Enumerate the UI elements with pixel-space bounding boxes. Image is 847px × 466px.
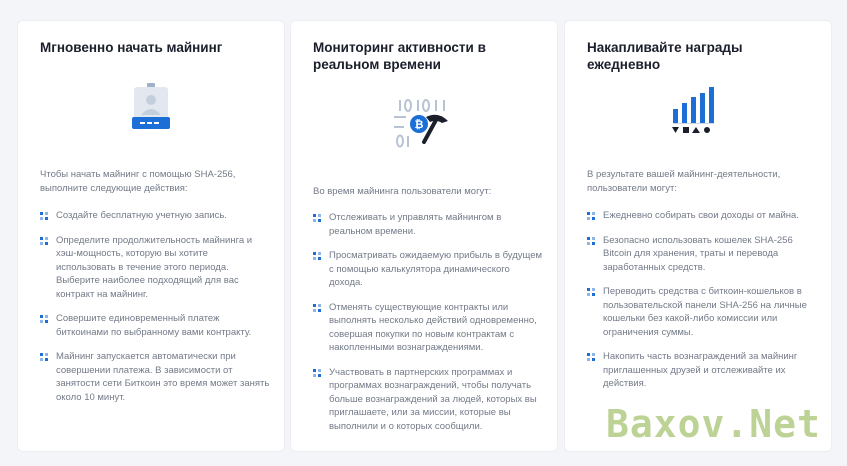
bullet-icon [40,353,48,361]
bullet-icon [587,237,595,245]
bullet-text: Ежедневно собирать свои доходы от майна. [603,210,799,221]
list-item [587,350,817,391]
card-bullet-list [587,209,817,402]
bullet-icon [587,212,595,220]
id-badge-icon [18,83,284,135]
bullet-text: Майнинг запускается автоматически при совершении платежа. В зависимости от занятости сети Биткоин это время может занять около 10 минут. [56,351,270,403]
list-item [587,209,817,223]
bullet-icon [587,353,595,361]
list-item [40,350,270,404]
svg-text:₿: ₿ [414,118,424,131]
card-intro: Во время майнинга пользователи могут: [313,186,492,197]
card-title: Мгновенно начать майнинг [40,40,223,55]
growth-bars-icon [565,85,831,135]
list-item [587,285,817,339]
bullet-text: Отслеживать и управлять майнингом в реальном времени. [329,212,502,237]
bullet-icon [587,288,595,296]
list-item [40,234,270,302]
feature-card-monitoring [290,20,558,452]
bullet-icon [313,214,321,222]
card-bullet-list [313,211,543,444]
bullet-text: Отменять существующие контракты или выполнять несколько действий одновременно, совершая покупки по новым контрактам с накопленными вознаграждениями. [329,301,537,353]
card-intro: Чтобы начать майнинг с помощью SHA-256, выполните следующие действия: [40,169,236,194]
feature-card-rewards [564,20,832,452]
bullet-text: Переводить средства с биткоин-кошельков в пользовательской панели SHA-256 на личные кошельки без какой-либо комиссии или ограничения суммы. [603,286,807,338]
card-intro: В результате вашей майнинг-деятельности, пользователи могут: [587,169,781,194]
bullet-text: Определите продолжительность майнинга и хэш-мощность, которую вы хотите использовать в течение этого периода. Выберите наиболее подходящий для вас контракт на майнинг. [56,234,253,300]
feature-card-start-mining [17,20,285,452]
card-title: Накапливайте награды ежедневно [587,40,743,72]
list-item [40,312,270,339]
list-item [313,301,543,355]
list-item [313,211,543,238]
watermark: Baxov.Net [606,402,821,446]
bullet-icon [40,315,48,323]
bullet-icon [40,237,48,245]
list-item [40,209,270,223]
list-item [587,234,817,275]
bullet-icon [313,252,321,260]
bullet-icon [313,369,321,377]
card-title: Мониторинг активности в реальном времени [313,40,486,72]
bullet-text: Безопасно использовать кошелек SHA-256 Bitcoin для хранения, траты и перевода заработанных средств. [603,234,793,273]
bullet-text: Участвовать в партнерских программах и программах вознаграждений, чтобы получать больше вознаграждений за людей, которых вы приглашаете, или за миссии, которые вы выполнили и о которых сообщили. [329,366,537,432]
binary-mining-icon [291,97,557,155]
bullet-icon [313,304,321,312]
card-bullet-list [40,209,270,415]
bullet-text: Накопить часть вознаграждений за майнинг приглашенных друзей и отслеживайте их действия. [603,351,798,389]
bullet-icon [40,212,48,220]
bullet-text: Просматривать ожидаемую прибыль в будущем с помощью калькулятора динамического дохода. [329,250,543,288]
list-item [313,366,543,434]
list-item [313,249,543,290]
bullet-text: Создайте бесплатную учетную запись. [56,210,227,221]
bullet-text: Совершите единовременный платеж биткоинами по выбранному вами контракту. [56,313,252,338]
